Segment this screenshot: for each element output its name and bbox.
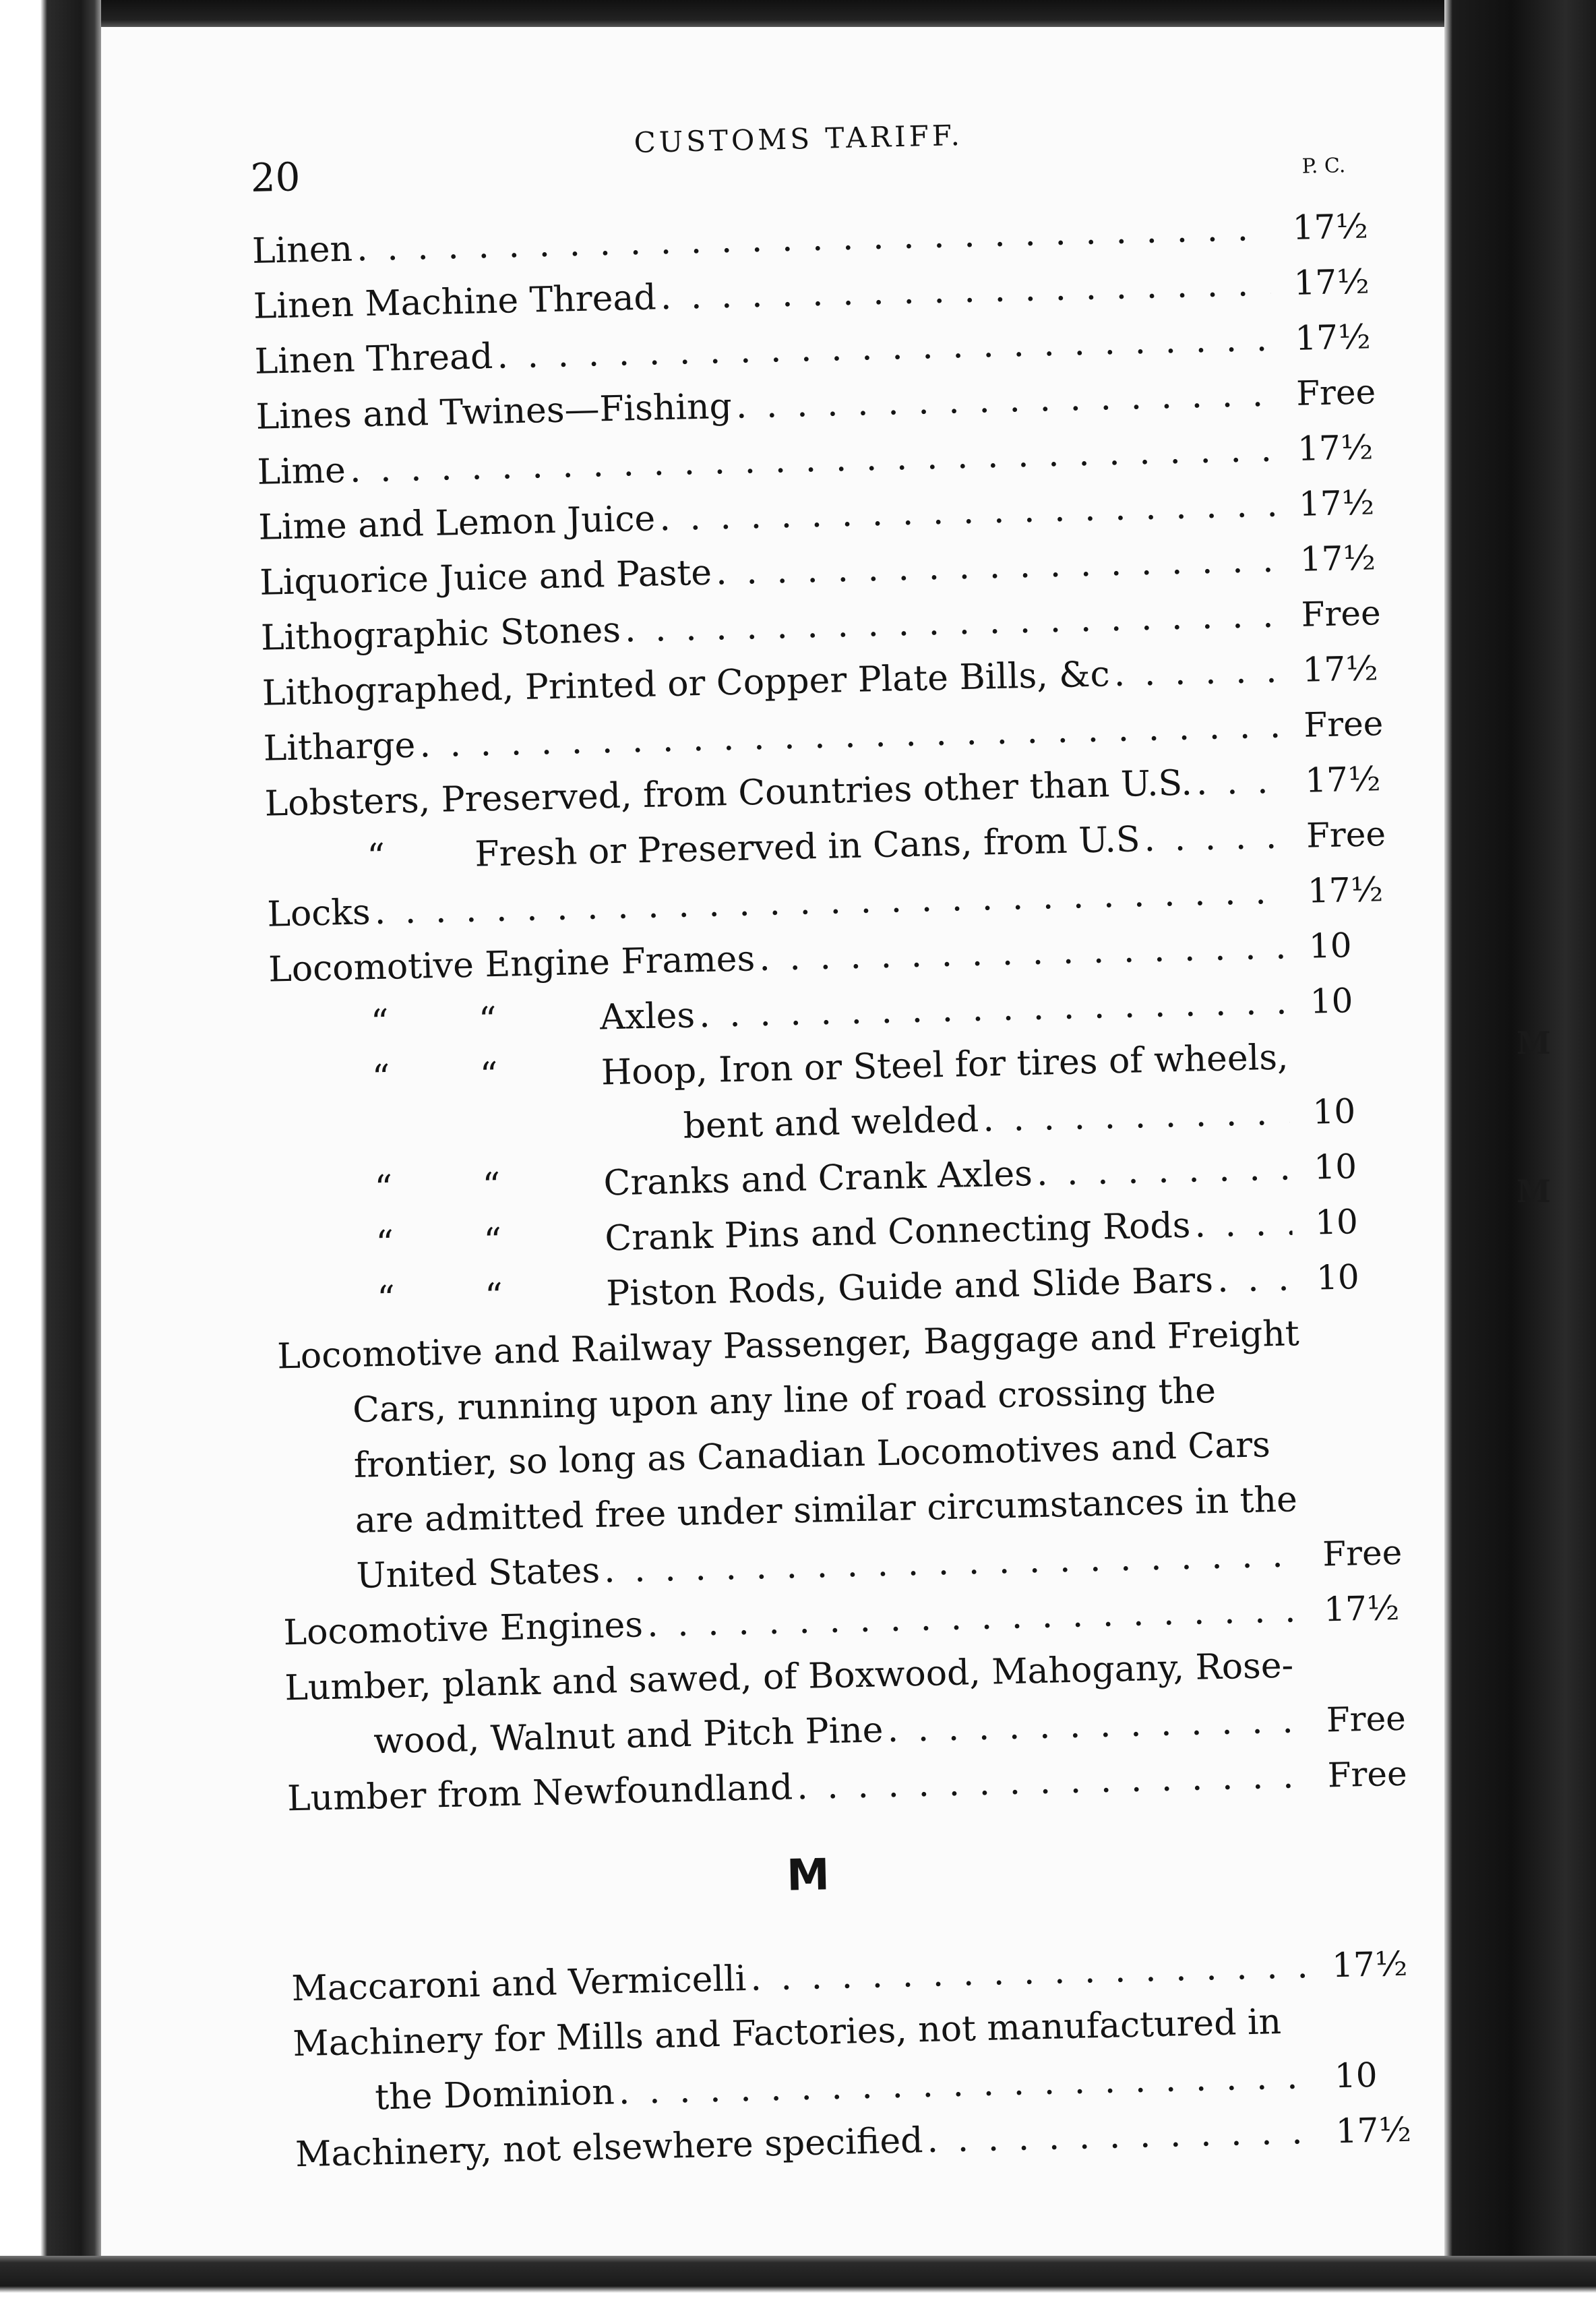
entry-continuation: the Dominion	[374, 2072, 615, 2118]
entry-rate: 17½	[1299, 538, 1376, 579]
facing-page-letter: M	[1516, 1173, 1551, 1209]
entry-rate: 17½	[1307, 870, 1384, 911]
entry-name: Axles	[599, 995, 696, 1038]
entry-rate: Free	[1326, 1698, 1407, 1740]
book-gutter-left	[0, 0, 101, 2303]
entry-rate: Free	[1301, 593, 1382, 634]
entry-name: Locomotive Engines	[282, 1605, 644, 1654]
scan-border-top	[0, 0, 1596, 27]
entry-name: Linen Machine Thread	[253, 277, 657, 327]
entry-name: Lithographed, Printed or Copper Plate Bills, &c	[262, 654, 1111, 714]
entry-rate: 10	[1316, 1257, 1360, 1298]
ditto-mark: “	[371, 1057, 391, 1099]
entry-rate: 17½	[1301, 649, 1379, 690]
entry-rate: 17½	[1298, 483, 1375, 524]
entry-rate: 17½	[1304, 759, 1382, 800]
entry-rate: Free	[1295, 372, 1376, 413]
entry-rate: 17½	[1297, 427, 1374, 469]
tariff-list	[251, 190, 1481, 2176]
entry-rate: 17½	[1292, 206, 1369, 247]
entry-continuation: wood, Walnut and Pitch Pine	[373, 1710, 884, 1762]
ditto-mark: “	[482, 1165, 501, 1207]
entry-rate: 10	[1308, 926, 1353, 966]
entry-name: Lime	[256, 450, 346, 493]
entry-name: Fresh or Preserved in Cans, from U.S	[474, 819, 1141, 875]
entry-name: Piston Rods, Guide and Slide Bars	[605, 1260, 1214, 1315]
leader-dots	[927, 2111, 1314, 2161]
entry-rate: 10	[1313, 1147, 1357, 1187]
ditto-mark: “	[374, 1168, 394, 1209]
entry-rate: 17½	[1294, 317, 1372, 358]
entry-rate: 10	[1314, 1202, 1359, 1243]
page-content	[249, 101, 1481, 2176]
entry-name: Lime and Lemon Juice	[257, 498, 656, 548]
entry-name: Locks	[266, 892, 371, 935]
facing-page-letter: M	[1516, 1025, 1551, 1061]
rate-column-header: P. C.	[1301, 154, 1346, 179]
entry-continuation: United States	[356, 1550, 601, 1596]
leader-dots	[1036, 1147, 1291, 1195]
leader-dots	[1194, 1202, 1293, 1246]
entry-rate: 10	[1310, 981, 1354, 1021]
entry-continuation: Cars, running upon any line of road crossing the	[352, 1370, 1217, 1431]
entry-name: Maccaroni and Vermicelli	[290, 1958, 747, 2010]
entry-continuation: are admitted free under similar circumstances in the	[355, 1479, 1298, 1541]
page-number: 20	[249, 154, 301, 201]
entry-name: Hoop, Iron or Steel for tires of wheels,	[601, 1037, 1289, 1094]
entry-name: Cranks and Crank Axles	[603, 1154, 1033, 1204]
ditto-mark: “	[375, 1223, 394, 1265]
entry-name: Crank Pins and Connecting Rods	[604, 1205, 1192, 1259]
entry-name: Liquorice Juice and Paste	[259, 552, 712, 603]
leader-dots	[982, 1091, 1290, 1140]
entry-name: Lines and Twines—Fishing	[255, 386, 733, 438]
entry-name: Linen	[251, 229, 353, 272]
entry-rate: 10	[1334, 2055, 1378, 2096]
scan-border-bottom	[0, 2256, 1596, 2303]
leader-dots	[1196, 760, 1283, 804]
entry-name: Linen Thread	[254, 336, 494, 382]
entry-rate: Free	[1327, 1754, 1408, 1795]
entry-continuation: bent and welded	[683, 1099, 979, 1147]
entry-name: Lumber, plank and sawed, of Boxwood, Mahogany, Rose-	[284, 1645, 1294, 1709]
entry-name: Lithographic Stones	[260, 609, 621, 659]
ditto-mark: “	[484, 1276, 503, 1317]
entry-name: Lobsters, Preserved, from Countries other than U.S.	[264, 762, 1193, 825]
entry-name: Lumber from Newfoundland	[286, 1767, 793, 1820]
entry-name: Litharge	[263, 725, 416, 769]
ditto-mark: “	[376, 1278, 396, 1320]
section-heading-m: M	[786, 1850, 830, 1901]
ditto-mark: “	[479, 1055, 499, 1096]
leader-dots	[1144, 815, 1284, 860]
ditto-mark: “	[478, 1000, 497, 1041]
entry-name: Locomotive Engine Frames	[268, 938, 756, 990]
entry-rate: Free	[1306, 814, 1386, 856]
entry-rate: 17½	[1335, 2110, 1412, 2151]
entry-name: Locomotive and Railway Passenger, Baggage and Freight	[276, 1313, 1300, 1377]
entry-rate: 17½	[1293, 262, 1370, 303]
ditto-mark: “	[366, 836, 386, 878]
entry-rate: Free	[1322, 1532, 1403, 1574]
entry-rate: 17½	[1331, 1944, 1408, 1985]
running-title: CUSTOMS TARIFF.	[634, 118, 964, 160]
entry-rate: 10	[1312, 1091, 1356, 1132]
leader-dots	[1217, 1257, 1294, 1301]
ditto-mark: “	[370, 1002, 390, 1044]
leader-dots	[1113, 650, 1280, 696]
entry-rate: Free	[1303, 704, 1384, 745]
entry-continuation: frontier, so long as Canadian Locomotives and Cars	[353, 1425, 1271, 1486]
entry-name: Machinery for Mills and Factories, not manufactured in	[292, 2001, 1282, 2065]
entry-rate: 17½	[1323, 1588, 1400, 1629]
ditto-mark: “	[483, 1220, 502, 1262]
entry-name: Machinery, not elsewhere specified	[295, 2120, 924, 2176]
